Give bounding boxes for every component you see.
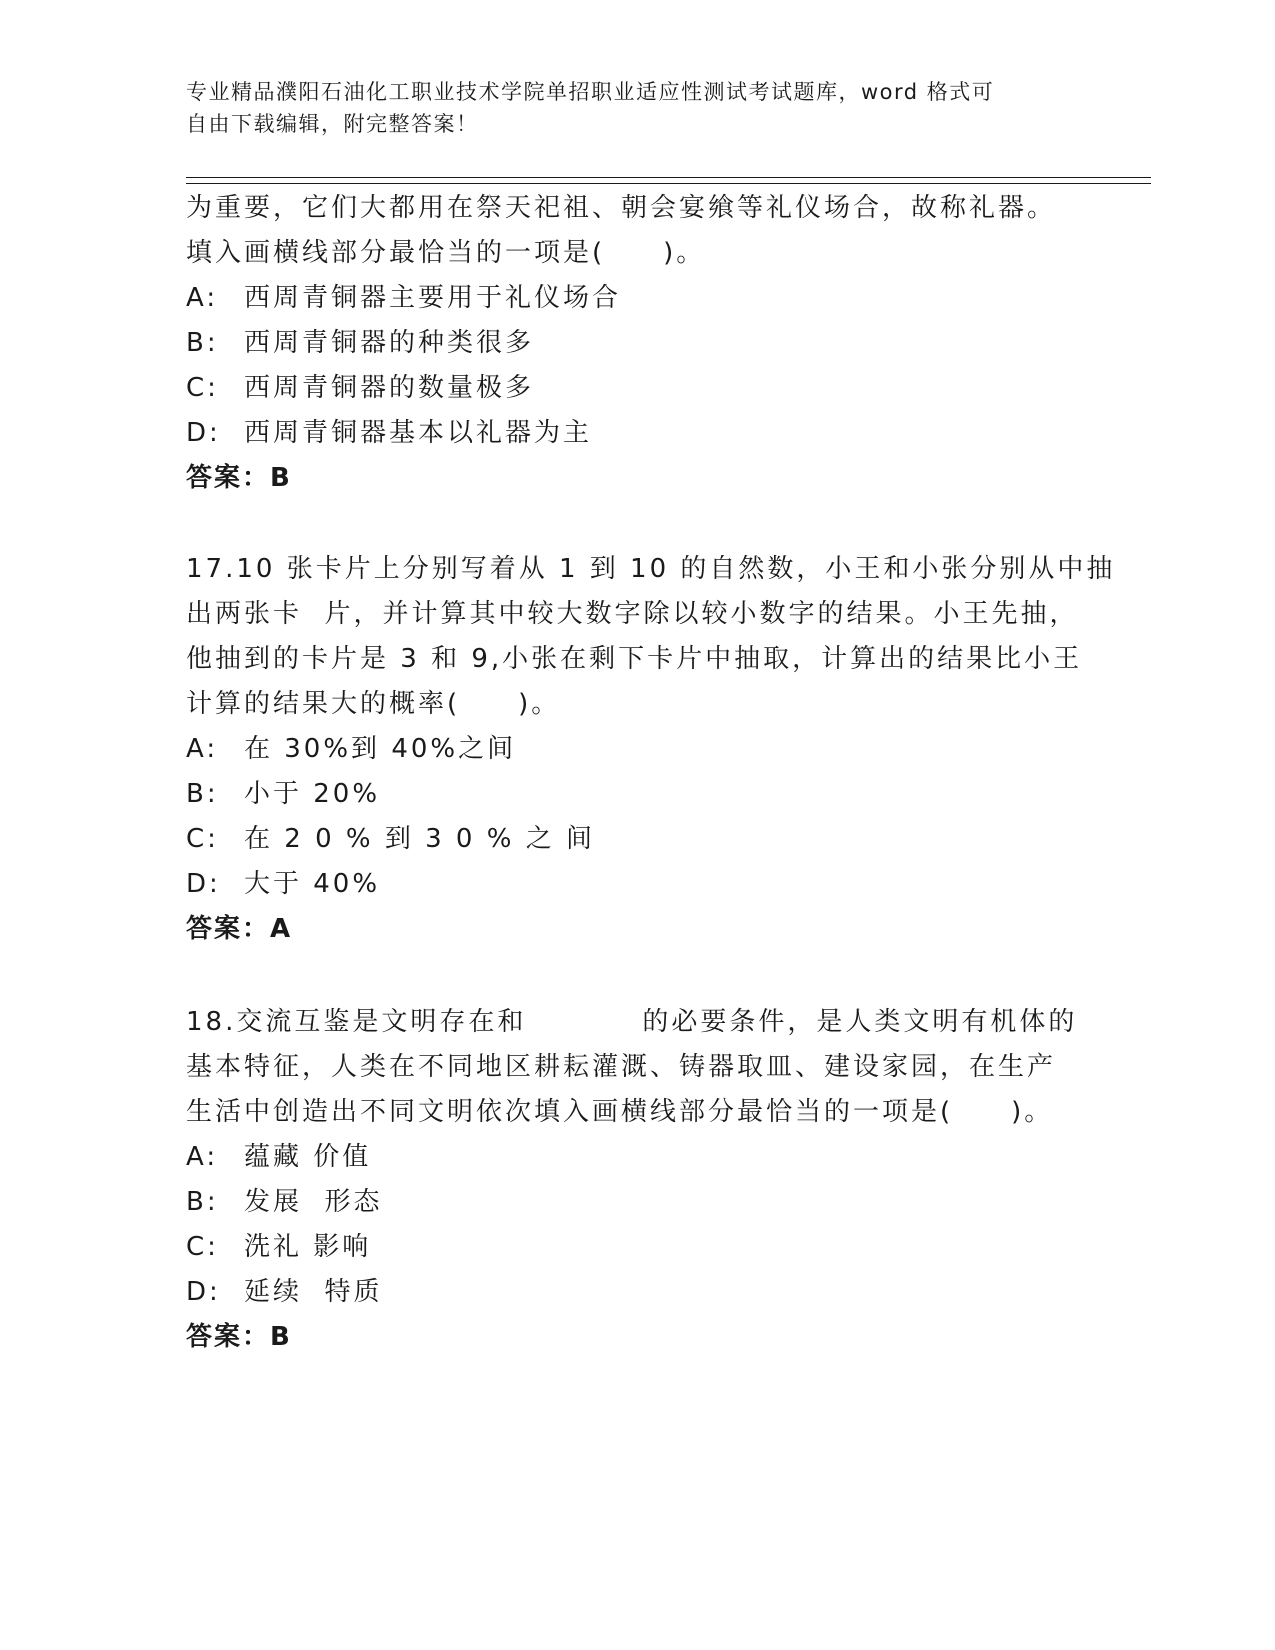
header-line-1: 专业精品濮阳石油化工职业技术学院单招职业适应性测试考试题库，word 格式可 [186, 80, 995, 104]
option-text: 西周青铜器的种类很多 [244, 328, 535, 358]
answer-line: 答案：B [186, 463, 292, 493]
option-label: C: [186, 373, 219, 403]
option-d [186, 862, 1086, 907]
option-d [186, 1270, 1086, 1315]
option-c [186, 1225, 1086, 1270]
option-a [186, 727, 1086, 772]
option-d [186, 411, 1086, 456]
option-text: 发展 形态 [244, 1187, 383, 1217]
option-label: A: [186, 1142, 219, 1172]
option-a [186, 276, 1086, 321]
question-text-line: 基本特征，人类在不同地区耕耘灌溉、铸器取皿、建设家园，在生产 [186, 1052, 1057, 1082]
option-label: C: [186, 824, 219, 854]
question-text-line: 生活中创造出不同文明依次填入画横线部分最恰当的一项是( )。 [186, 1097, 1054, 1127]
option-text: 洗礼 影响 [244, 1232, 372, 1262]
option-label: B: [186, 328, 219, 358]
option-text: 在 30%到 40%之间 [244, 734, 517, 764]
option-c [186, 366, 1086, 411]
question-18 [186, 1000, 1086, 1360]
option-text: 大于 40% [244, 869, 381, 899]
question-text-line: 他抽到的卡片是 3 和 9,小张在剩下卡片中抽取，计算出的结果比小王 [186, 644, 1083, 674]
option-label: A: [186, 734, 219, 764]
option-label: C: [186, 1232, 219, 1262]
option-text: 延续 特质 [244, 1277, 383, 1307]
option-b [186, 1180, 1086, 1225]
option-text: 西周青铜器基本以礼器为主 [244, 418, 593, 448]
header-rule-bottom [186, 183, 1151, 184]
header-line-2: 自由下载编辑，附完整答案！ [186, 112, 479, 136]
option-a [186, 1135, 1086, 1180]
option-label: A: [186, 283, 219, 313]
option-label: D: [186, 869, 221, 899]
option-text: 在 2 0 % 到 3 0 % 之 间 [244, 824, 595, 854]
option-label: B: [186, 779, 219, 809]
question-text-line: 出两张卡 片，并计算其中较大数字除以较小数字的结果。小王先抽， [186, 599, 1079, 629]
option-text: 西周青铜器的数量极多 [244, 373, 535, 403]
question-text-line: 为重要，它们大都用在祭天祀祖、朝会宴飨等礼仪场合，故称礼器。 [186, 193, 1057, 223]
question-17 [186, 547, 1116, 952]
question-text-line: 18.交流互鉴是文明存在和 的必要条件，是人类文明有机体的 [186, 1007, 1078, 1037]
answer-line: 答案：A [186, 914, 293, 944]
option-label: D: [186, 418, 221, 448]
option-b [186, 321, 1086, 366]
option-b [186, 772, 1086, 817]
header-rule-top [186, 177, 1151, 178]
option-c [186, 817, 1086, 862]
page-header [186, 76, 1066, 140]
question-text-line: 17.10 张卡片上分别写着从 1 到 10 的自然数，小王和小张分别从中抽 [186, 554, 1116, 584]
answer-line: 答案：B [186, 1322, 292, 1352]
question-text-line: 填入画横线部分最恰当的一项是( )。 [186, 238, 706, 268]
option-label: B: [186, 1187, 219, 1217]
option-label: D: [186, 1277, 221, 1307]
question-text-line: 计算的结果大的概率( )。 [186, 689, 561, 719]
option-text: 小于 20% [244, 779, 381, 809]
option-text: 蕴藏 价值 [244, 1142, 372, 1172]
option-text: 西周青铜器主要用于礼仪场合 [244, 283, 622, 313]
question-16 [186, 186, 1086, 501]
